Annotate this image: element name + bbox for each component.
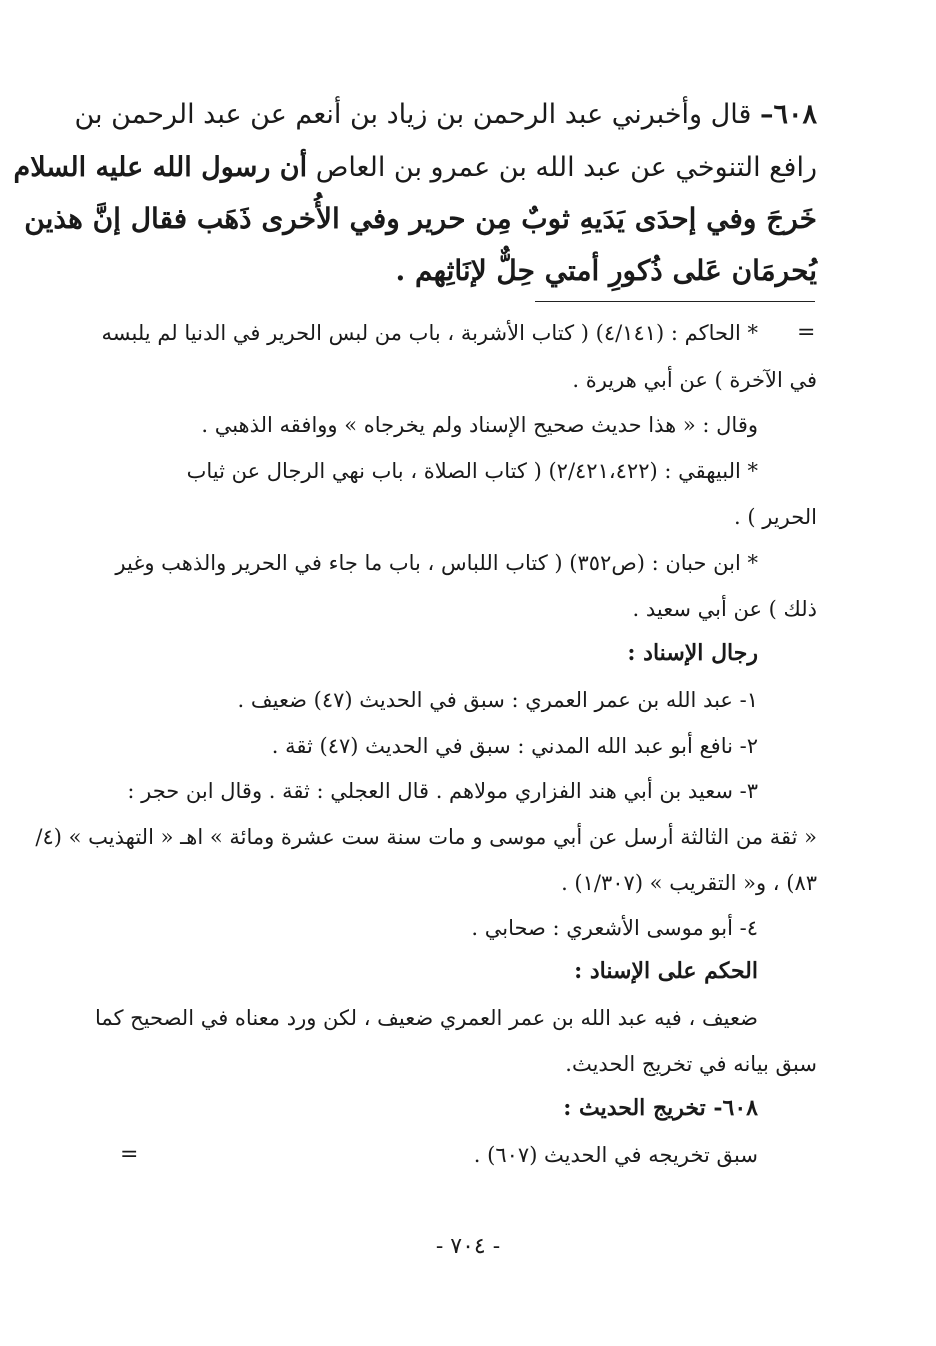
main-line-3: خَرجَ وفي إحدَى يَدَيهِ ثوبٌ مِن حرير وفي الأُخرى ذَهَب فقال إنَّ هذين — [24, 202, 817, 235]
rijal-item-4: ٤- أبو موسى الأشعري : صحابي . — [471, 916, 758, 940]
hukm-heading: الحكم على الإسناد : — [574, 958, 758, 984]
main-line-4: يُحرمَان عَلى ذُكورِ أمتي حِلٌّ لإنَاثِهم . — [395, 254, 817, 287]
rijal-item-3-line-1: ٣- سعيد بن أبي هند الفزاري مولاهم . قال العجلي : ثقة . وقال ابن حجر : — [127, 779, 758, 803]
hibban-line-2: ذلك ) عن أبي سعيد . — [632, 597, 817, 621]
takhrij-line-1: سبق تخريجه في الحديث (٦٠٧) . — [473, 1143, 758, 1167]
continuation-mark-top: = — [797, 320, 816, 345]
main-line-2-bold: أن رسول الله عليه السلام — [13, 152, 308, 183]
rijal-item-3-line-3: ٨٣) ، و« التقريب » (١/٣٠٧) . — [561, 871, 817, 895]
bayhaqi-line-2: الحرير ) . — [733, 505, 817, 529]
rijal-item-2: ٢- نافع أبو عبد الله المدني : سبق في الحديث (٤٧) ثقة . — [271, 734, 758, 758]
footnote-separator — [535, 301, 815, 302]
takhrij-heading — [563, 1097, 758, 1119]
main-line-1-text: قال وأخبرني عبد الرحمن بن زياد بن أنعم عن عبد الرحمن بن — [74, 99, 760, 130]
hibban-line-1: * ابن حبان : (ص٣٥٢) ( كتاب اللباس ، باب ما جاء في الحرير والذهب وغير — [115, 551, 758, 575]
page-number: - ٧٠٤ - — [435, 1234, 501, 1259]
bayhaqi-line-1: * البيهقي : (٢/٤٢١،٤٢٢) ( كتاب الصلاة ، باب نهي الرجال عن ثياب — [186, 459, 758, 483]
hakim-line-3: وقال : « هذا حديث صحيح الإسناد ولم يخرجاه » ووافقه الذهبي . — [201, 413, 758, 437]
hukm-line-2: سبق بيانه في تخريج الحديث. — [565, 1052, 817, 1076]
continuation-mark-bottom: = — [120, 1142, 139, 1167]
takhrij-number: ٦٠٨- — [713, 1095, 758, 1121]
main-line-2-text: رافع التنوخي عن عبد الله بن عمرو بن العاص — [307, 152, 817, 183]
takhrij-heading-text: تخريج الحديث : — [563, 1095, 714, 1121]
rijal-heading: رجال الإسناد : — [627, 640, 758, 666]
main-line-1 — [74, 101, 817, 128]
rijal-item-1: ١- عبد الله بن عمر العمري : سبق في الحديث (٤٧) ضعيف . — [237, 688, 758, 712]
hukm-line-1: ضعيف ، فيه عبد الله بن عمر العمري ضعيف ، لكن ورد معناه في الصحيح كما — [94, 1006, 758, 1030]
rijal-item-3-line-2: « ثقة من الثالثة أرسل عن أبي موسى و مات سنة ست عشرة ومائة » اهـ « التهذيب » (٤/ — [35, 825, 817, 849]
hakim-line-1: * الحاكم : (٤/١٤١) ( كتاب الأشربة ، باب من لبس الحرير في الدنيا لم يلبسه — [101, 321, 758, 345]
main-line-2 — [13, 154, 817, 181]
hakim-line-2: في الآخرة ) عن أبي هريرة . — [572, 368, 817, 392]
hadith-number: ٦٠٨– — [759, 99, 817, 130]
